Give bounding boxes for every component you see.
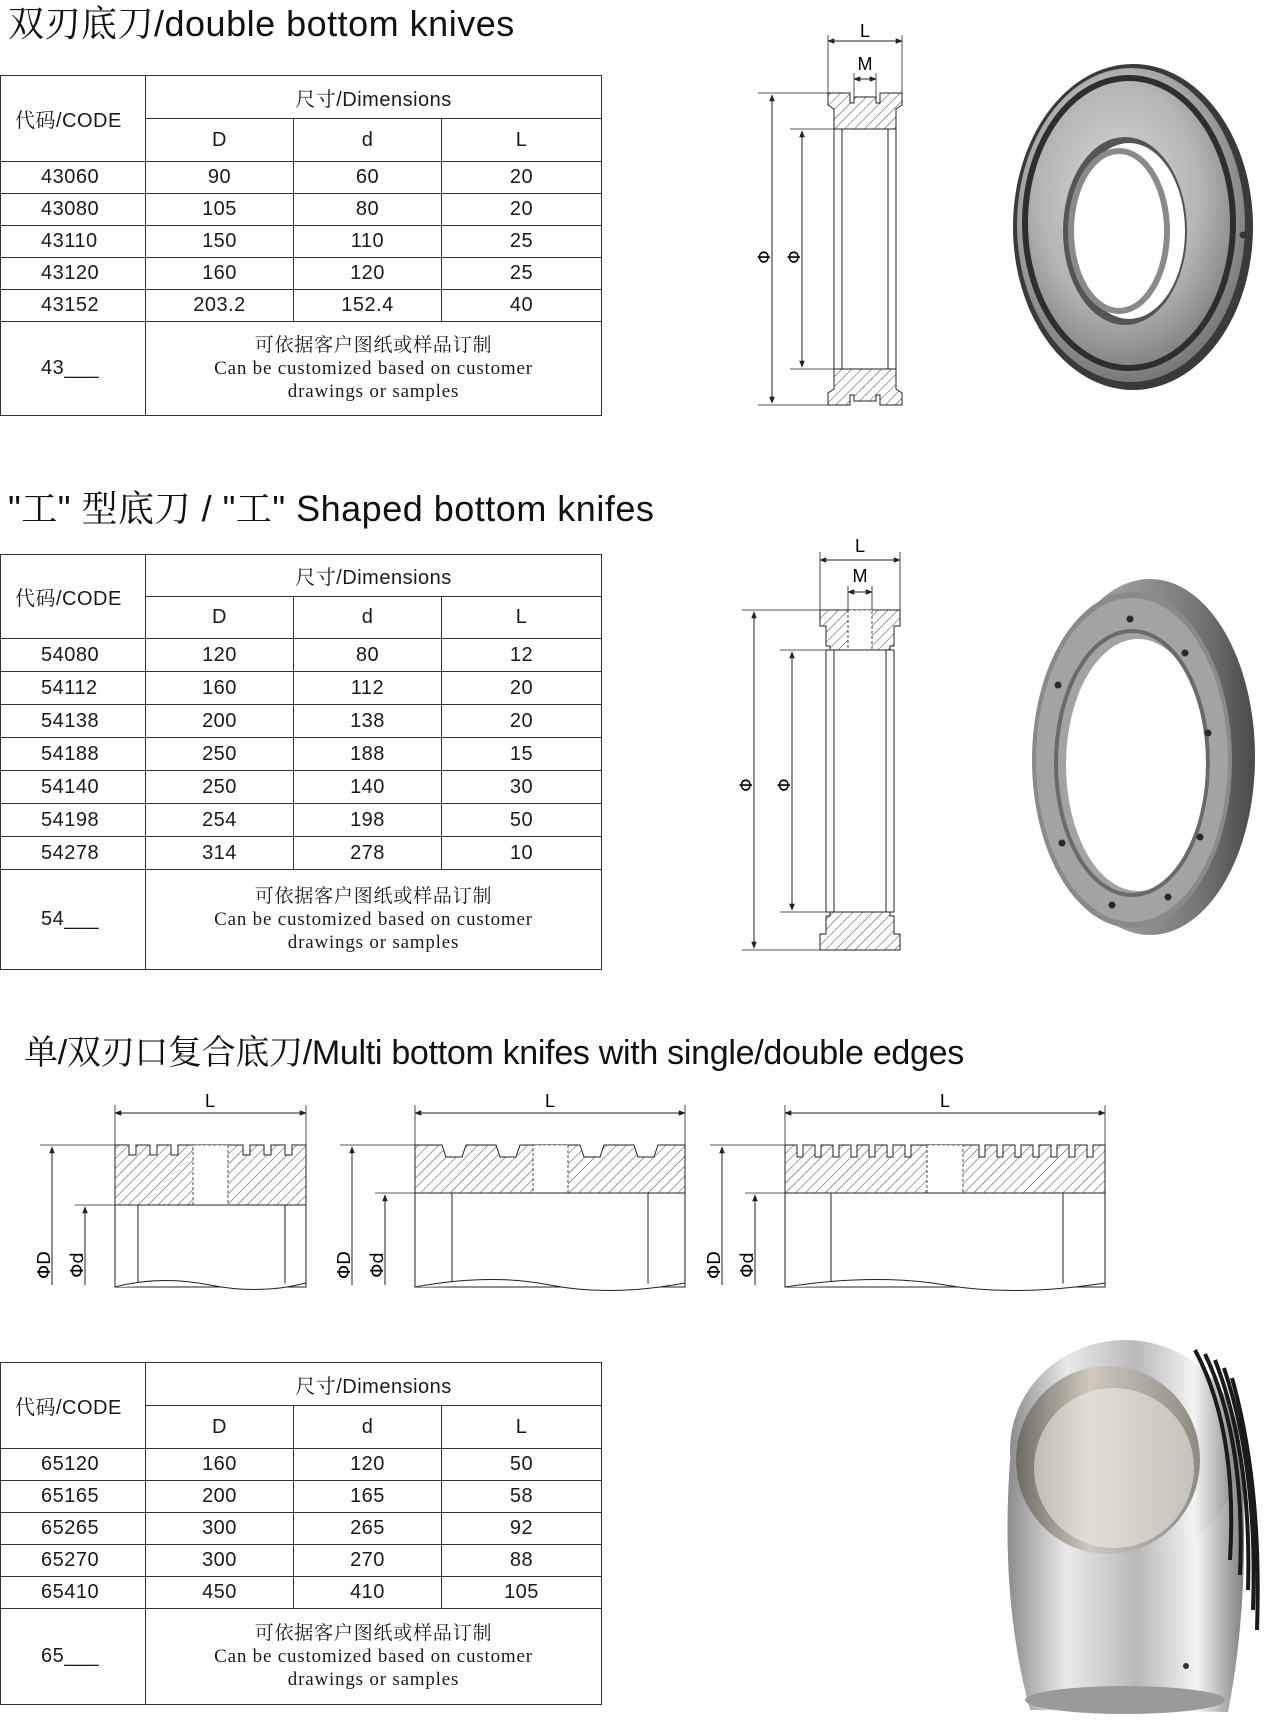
code-header: 代码/CODE bbox=[1, 1363, 146, 1449]
row-code: 65410 bbox=[1, 1577, 146, 1609]
row-d: 278 bbox=[294, 837, 442, 870]
row-d: 265 bbox=[294, 1513, 442, 1545]
row-d: 270 bbox=[294, 1545, 442, 1577]
section-title-double-bottom-knives: 双刃底刀/double bottom knives bbox=[8, 3, 515, 44]
row-code: 43110 bbox=[1, 226, 146, 258]
row-code: 43060 bbox=[1, 162, 146, 194]
custom-note-cn: 可依据客户图纸或样品订制 bbox=[254, 335, 493, 356]
label-phi-D: ΦD bbox=[334, 1250, 355, 1280]
row-L: 15 bbox=[442, 738, 602, 771]
row-L: 20 bbox=[442, 194, 602, 226]
label-phi-inner: Φ bbox=[775, 778, 795, 792]
col-header-d: d bbox=[294, 1406, 442, 1449]
row-L: 58 bbox=[442, 1481, 602, 1513]
table-row bbox=[1, 258, 602, 290]
row-D: 160 bbox=[146, 258, 294, 290]
row-D: 90 bbox=[146, 162, 294, 194]
row-d: 120 bbox=[294, 1449, 442, 1481]
row-D: 314 bbox=[146, 837, 294, 870]
label-phi-D: ΦD bbox=[34, 1250, 55, 1280]
row-code: 54198 bbox=[1, 804, 146, 837]
row-code: 54112 bbox=[1, 672, 146, 705]
custom-note bbox=[146, 870, 602, 970]
custom-note-cn: 可依据客户图纸或样品订制 bbox=[254, 886, 493, 907]
label-M: M bbox=[852, 566, 868, 586]
spec-table-multi-bottom bbox=[0, 1362, 602, 1705]
row-code: 43152 bbox=[1, 290, 146, 322]
row-code: 54138 bbox=[1, 705, 146, 738]
label-L: L bbox=[859, 21, 871, 41]
custom-note-cn: 可依据客户图纸或样品订制 bbox=[254, 1623, 493, 1644]
row-code: 43080 bbox=[1, 194, 146, 226]
col-header-D: D bbox=[146, 119, 294, 162]
row-L: 92 bbox=[442, 1513, 602, 1545]
custom-note-en-1: Can be customized based on customer bbox=[214, 909, 533, 930]
product-photo-h-shaped-knife bbox=[1020, 575, 1265, 940]
row-L: 20 bbox=[442, 705, 602, 738]
row-L: 20 bbox=[442, 162, 602, 194]
product-photo-multi-bottom-knife bbox=[990, 1330, 1260, 1725]
col-header-d: d bbox=[294, 597, 442, 639]
table-row bbox=[1, 1513, 602, 1545]
custom-note-en-2: drawings or samples bbox=[287, 1669, 460, 1690]
row-D: 203.2 bbox=[146, 290, 294, 322]
table-row bbox=[1, 1577, 602, 1609]
row-code: 54278 bbox=[1, 837, 146, 870]
row-D: 250 bbox=[146, 738, 294, 771]
cross-section-drawing-double bbox=[750, 21, 920, 415]
row-D: 200 bbox=[146, 705, 294, 738]
label-phi-outer: Φ bbox=[755, 250, 775, 264]
row-code: 54080 bbox=[1, 639, 146, 672]
custom-code: 65___ bbox=[1, 1609, 146, 1705]
row-D: 300 bbox=[146, 1513, 294, 1545]
label-L: L bbox=[544, 1091, 556, 1111]
row-code: 65165 bbox=[1, 1481, 146, 1513]
label-L: L bbox=[939, 1091, 951, 1111]
label-L: L bbox=[854, 536, 866, 556]
table-row bbox=[1, 672, 602, 705]
row-D: 105 bbox=[146, 194, 294, 226]
table-row bbox=[1, 837, 602, 870]
table-row bbox=[1, 290, 602, 322]
row-L: 40 bbox=[442, 290, 602, 322]
custom-note bbox=[146, 1609, 602, 1705]
row-D: 254 bbox=[146, 804, 294, 837]
col-header-d: d bbox=[294, 119, 442, 162]
row-L: 25 bbox=[442, 258, 602, 290]
table-row bbox=[1, 1481, 602, 1513]
custom-note-en-1: Can be customized based on customer bbox=[214, 1646, 533, 1667]
row-d: 110 bbox=[294, 226, 442, 258]
row-L: 88 bbox=[442, 1545, 602, 1577]
col-header-L: L bbox=[442, 597, 602, 639]
row-D: 160 bbox=[146, 672, 294, 705]
table-row bbox=[1, 1449, 602, 1481]
row-D: 150 bbox=[146, 226, 294, 258]
custom-note-en-2: drawings or samples bbox=[287, 932, 460, 953]
row-code: 54188 bbox=[1, 738, 146, 771]
code-header: 代码/CODE bbox=[1, 555, 146, 639]
table-row bbox=[1, 1545, 602, 1577]
label-phi-d: Φd bbox=[67, 1252, 88, 1278]
cross-section-drawing-multi-2 bbox=[330, 1085, 690, 1295]
table-row bbox=[1, 639, 602, 672]
custom-code: 43___ bbox=[1, 322, 146, 416]
table-row bbox=[1, 226, 602, 258]
row-d: 165 bbox=[294, 1481, 442, 1513]
row-L: 10 bbox=[442, 837, 602, 870]
row-code: 43120 bbox=[1, 258, 146, 290]
row-L: 30 bbox=[442, 771, 602, 804]
dimensions-header: 尺寸/Dimensions bbox=[146, 1363, 602, 1406]
row-D: 300 bbox=[146, 1545, 294, 1577]
col-header-L: L bbox=[442, 1406, 602, 1449]
row-d: 152.4 bbox=[294, 290, 442, 322]
table-row bbox=[1, 162, 602, 194]
row-d: 60 bbox=[294, 162, 442, 194]
table-row bbox=[1, 771, 602, 804]
custom-note-en-1: Can be customized based on customer bbox=[214, 358, 533, 379]
cross-section-drawing-multi-3 bbox=[705, 1085, 1115, 1295]
row-code: 65270 bbox=[1, 1545, 146, 1577]
custom-row bbox=[1, 322, 602, 416]
row-d: 410 bbox=[294, 1577, 442, 1609]
spec-table-h-shaped bbox=[0, 554, 602, 970]
row-D: 250 bbox=[146, 771, 294, 804]
table-row bbox=[1, 738, 602, 771]
row-code: 65120 bbox=[1, 1449, 146, 1481]
col-header-D: D bbox=[146, 1406, 294, 1449]
row-d: 80 bbox=[294, 194, 442, 226]
table-row bbox=[1, 804, 602, 837]
row-code: 65265 bbox=[1, 1513, 146, 1545]
label-M: M bbox=[857, 54, 873, 74]
row-d: 80 bbox=[294, 639, 442, 672]
row-d: 198 bbox=[294, 804, 442, 837]
row-d: 120 bbox=[294, 258, 442, 290]
row-D: 160 bbox=[146, 1449, 294, 1481]
row-L: 50 bbox=[442, 804, 602, 837]
row-D: 450 bbox=[146, 1577, 294, 1609]
dimensions-header: 尺寸/Dimensions bbox=[146, 76, 602, 119]
product-photo-double-bottom-knife bbox=[1005, 55, 1265, 395]
row-L: 105 bbox=[442, 1577, 602, 1609]
row-D: 200 bbox=[146, 1481, 294, 1513]
cross-section-drawing-h-shaped bbox=[737, 530, 920, 960]
row-L: 12 bbox=[442, 639, 602, 672]
label-L: L bbox=[204, 1091, 216, 1111]
code-header: 代码/CODE bbox=[1, 76, 146, 162]
row-d: 188 bbox=[294, 738, 442, 771]
custom-note-en-2: drawings or samples bbox=[287, 381, 460, 402]
spec-table-double-bottom bbox=[0, 75, 602, 416]
row-d: 112 bbox=[294, 672, 442, 705]
col-header-L: L bbox=[442, 119, 602, 162]
row-code: 54140 bbox=[1, 771, 146, 804]
custom-code: 54___ bbox=[1, 870, 146, 970]
section-title-h-shaped-knives: "工" 型底刀 / "工" Shaped bottom knifes bbox=[8, 488, 655, 529]
cross-section-drawing-multi-1 bbox=[30, 1085, 320, 1295]
col-header-D: D bbox=[146, 597, 294, 639]
row-L: 25 bbox=[442, 226, 602, 258]
table-row bbox=[1, 194, 602, 226]
label-phi-d: Φd bbox=[737, 1252, 758, 1278]
label-phi-inner: Φ bbox=[785, 250, 805, 264]
label-phi-d: Φd bbox=[367, 1252, 388, 1278]
custom-row bbox=[1, 870, 602, 970]
section-title-multi-bottom-knives: 单/双刃口复合底刀/Multi bottom knifes with single/double edges bbox=[24, 1034, 964, 1072]
table-row bbox=[1, 705, 602, 738]
custom-note bbox=[146, 322, 602, 416]
row-L: 50 bbox=[442, 1449, 602, 1481]
custom-row bbox=[1, 1609, 602, 1705]
label-phi-outer: Φ bbox=[737, 778, 757, 792]
row-D: 120 bbox=[146, 639, 294, 672]
row-L: 20 bbox=[442, 672, 602, 705]
label-phi-D: ΦD bbox=[704, 1250, 725, 1280]
row-d: 138 bbox=[294, 705, 442, 738]
row-d: 140 bbox=[294, 771, 442, 804]
dimensions-header: 尺寸/Dimensions bbox=[146, 555, 602, 597]
